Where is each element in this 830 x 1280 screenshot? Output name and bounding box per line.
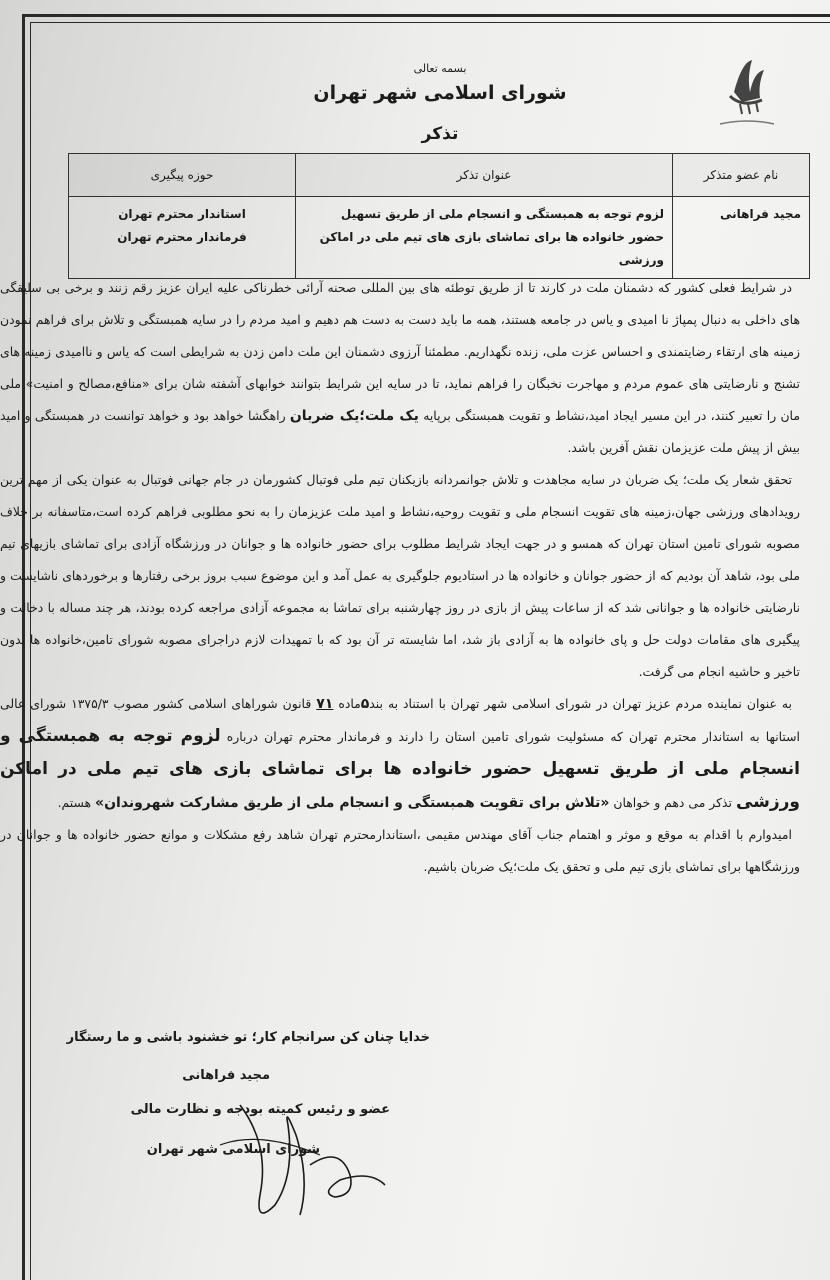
topic-cell: لزوم توجه به همبستگی و انسجام ملی از طریق تسهیل حضور خانواده ها برای تماشای بازی های تیم ملی در اماکن ورزشی — [296, 197, 673, 279]
p1-text-b: راهگشا خواهد بود و خواهد توانست در همبستگی و امید بیش از پیش ملت عزیزمان نقش آفرین باشد. — [0, 408, 800, 455]
p3-request-bold: «تلاش برای تقویت همبستگی و انسجام ملی از طریق مشارکت شهروندان» — [95, 795, 610, 811]
header-followup: حوزه پیگیری — [69, 154, 296, 197]
table-row — [69, 197, 810, 279]
followup-cell — [69, 197, 296, 279]
paragraph-1 — [0, 272, 800, 464]
signer-role: عضو و رئیس کمیته بودجه و نظارت مالی — [130, 1102, 390, 1117]
council-name: شورای اسلامی شهر تهران — [313, 82, 567, 104]
paragraph-3 — [0, 688, 800, 819]
p4-text: امیدوارم با اقدام به موقع و موثر و اهتمام جناب آقای مهندس مقیمی ،استاندارمحترم تهران شاهد رفع مشکلات و موانع حضور خانواده ها و جوانان در ورزشگاهها برای تماشای بازی تیم ملی و تحقق یک ملت؛یک ضربان باشیم. — [0, 827, 800, 874]
council-logo-icon — [712, 52, 782, 132]
document-title: تذکر — [421, 124, 459, 144]
signer-name: مجید فراهانی — [182, 1068, 270, 1083]
header-member: نام عضو متذکر — [673, 154, 810, 197]
closing-prayer: خدایا چنان کن سرانجام کار؛ تو خشنود باشی و ما رستگار — [66, 1030, 430, 1045]
p3-text-d: هستم. — [57, 795, 92, 810]
table-header-row — [69, 154, 810, 197]
bismillah-text: بسمه تعالی — [413, 62, 467, 75]
p3-article-word: ماده — [338, 696, 361, 711]
paragraph-2 — [0, 464, 800, 688]
paragraph-4 — [0, 819, 800, 883]
p3-text-a: به عنوان نماینده مردم عزیز تهران در شورای اسلامی شهر تهران با استناد به بند — [369, 696, 792, 711]
p1-text-a: در شرایط فعلی کشور که دشمنان ملت در کارند تا از طریق توطئه های بین المللی صحنه آرائی خطرناکی علیه ایران عزیز رقم زنند و برخی بی سلیقگی های داخلی به دنبال پمپاژ نا امیدی و یاس در جامعه هستند، همه ما باید دست به دست هم دهیم و امید مردم را در سایه همبستگی و تلاش برای فراهم نمودن زمینه های ارتقاء رضایتمندی و احساس عزت ملی، زنده نگهداریم. مطمئنا آرزوی دشمنان این ملت دامن زدن به شرایطی است که یاس و ناامیدی زمینه های تشنج و نارضایتی های عموم مردم و مهاجرت نخبگان را فراهم نماید، تا در سایه این شرایط بتوانند خوابهای آشفته شان برای «منافع،مصالح و امنیت» ملی مان را تعبیر کنند، در این مسیر ایجاد امید،نشاط و تقویت همبستگی برپایه — [0, 280, 800, 423]
p3-text-b: قانون شوراهای اسلامی کشور مصوب ۱۳۷۵/۳ شورای عالی استانها به استاندار محترم تهران که مسئولیت شورای تامین استان را دارند و فرماندار محترم تهران درباره — [0, 696, 801, 744]
member-name-cell: مجید فراهانی — [673, 197, 810, 279]
p3-article-number: ۷۱ — [316, 696, 334, 712]
header-topic: عنوان تذکر — [296, 154, 673, 197]
p1-slogan: یک ملت؛یک ضربان — [289, 408, 419, 424]
body-text — [0, 272, 800, 883]
followup-mayor: فرماندار محترم تهران — [117, 230, 247, 244]
p3-text-c: تذکر می دهم و خواهان — [613, 795, 732, 810]
p3-clause-number: ۵ — [360, 696, 370, 712]
followup-governor: استاندار محترم تهران — [118, 207, 246, 221]
signer-organization: شورای اسلامی شهر تهران — [146, 1142, 320, 1157]
p2-text: تحقق شعار یک ملت؛ یک ضربان در سایه مجاهدت و تلاش جوانمردانه بازیکنان تیم ملی فوتبال کشورمان در جام جهانی فوتبال به عنوان یکی از مهم ترین رویدادهای ورزشی جهان،زمینه های تقویت انسجام ملی و تقویت روحیه،نشاط و امید ملت عزیزمان را به نحو مطلوبی فراهم کرده است،متاسفانه بر خلاف مصوبه شورای تامین استان تهران که همسو و در جهت ایجاد شرایط مطلوب برای حضور خانواده ها و جوانان در ورزشگاه آزادی برای تماشای بازیهای تیم ملی بود، شاهد آن بودیم که از حضور جوانان و خانواده ها در استادیوم جلوگیری به عمل آمد و این موضوع سبب بروز برخی رفتارها و برخوردهای ناشایست و نارضایتی خانواده ها و جوانانی شد که از ساعات پیش از بازی در روز چهارشنبه برای تماشا به مجموعه آزادی مراجعه کرده بودند، هر چند مساله با دخالت و پیگیری های مقامات دولت حل و پای خانواده ها به آزادی باز شد، اما شایسته تر آن بود که با تمهیدات لازم دراجرای مصوبه شورای تامین،خانواده ها بدون تاخیر و حاشیه انجام می گرفت. — [0, 472, 800, 679]
p3-topic-bold: لزوم توجه به همبستگی و انسجام ملی از طریق تسهیل حضور خانواده ها برای تماشای بازی های تیم ملی در اماکن ورزشی — [0, 726, 800, 812]
reminder-info-table — [68, 153, 810, 279]
handwritten-signature-icon — [200, 1085, 400, 1235]
